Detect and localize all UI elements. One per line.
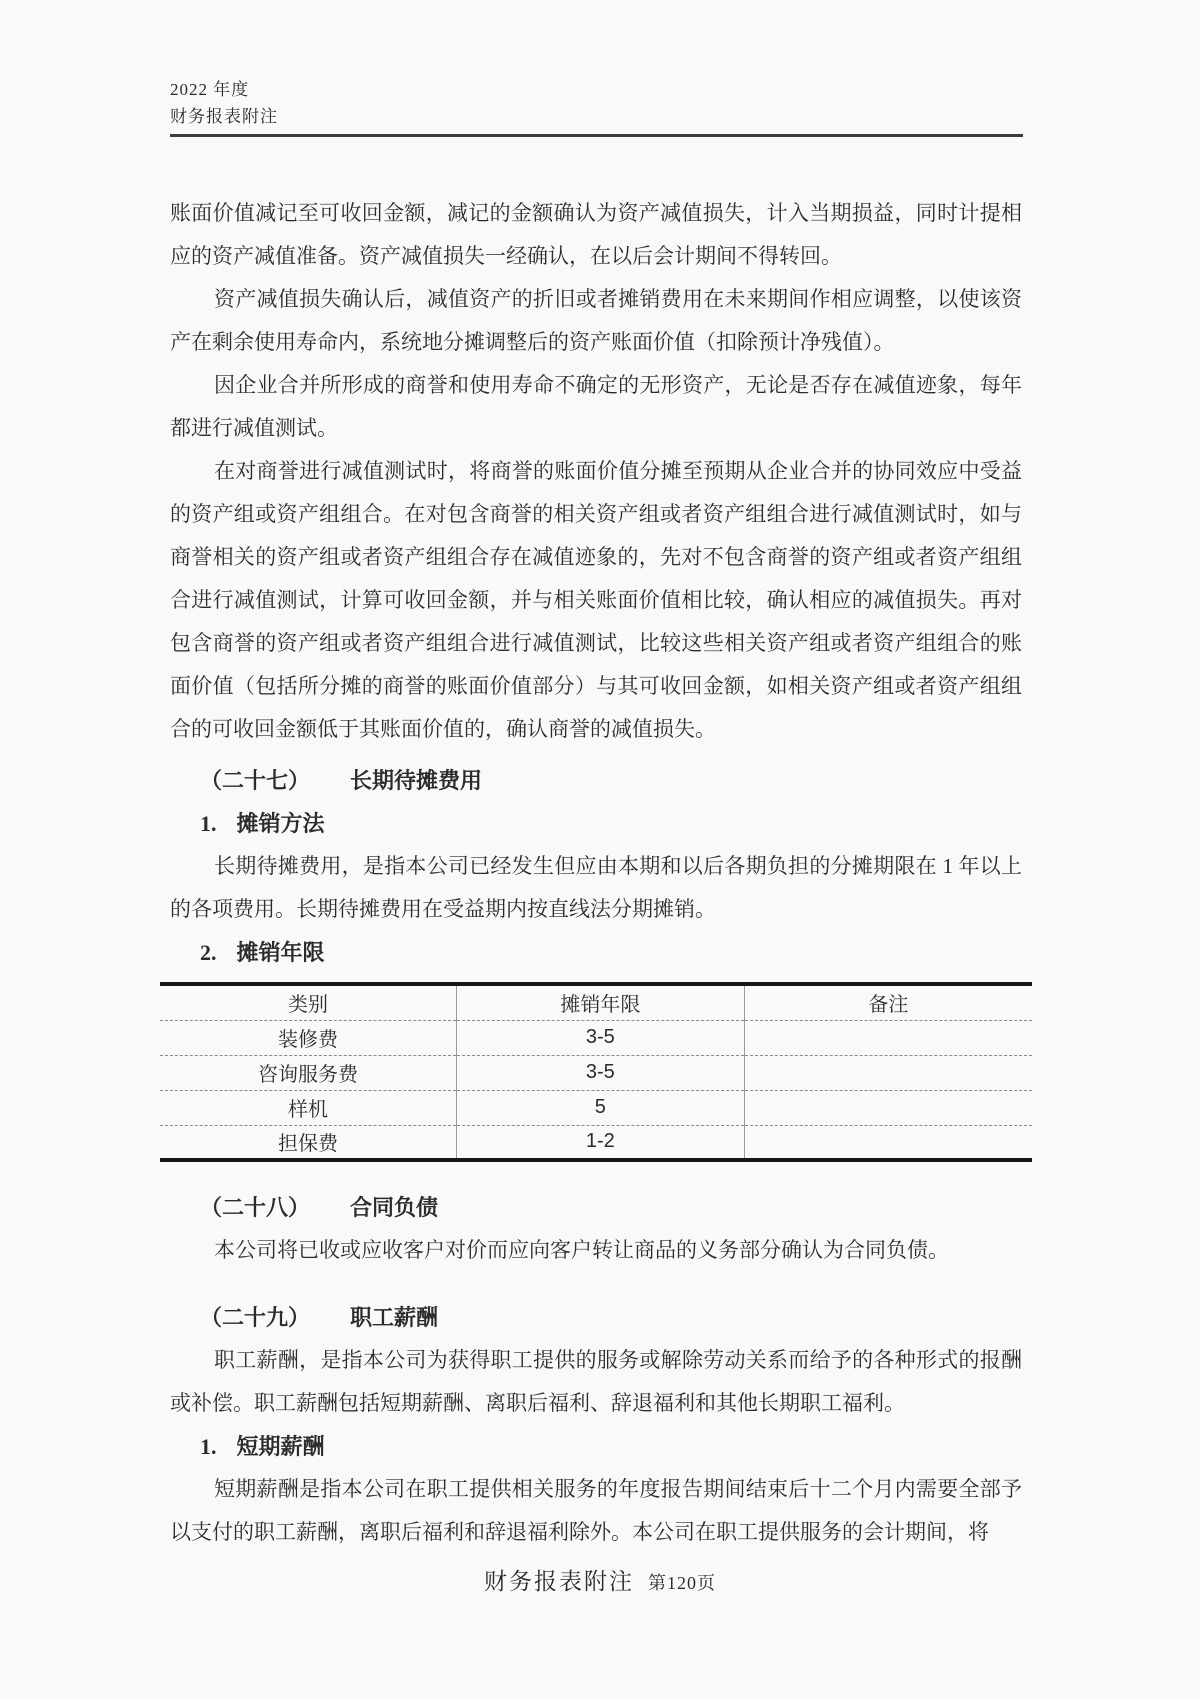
paragraph-employee-compensation: 职工薪酬，是指本公司为获得职工提供的服务或解除劳动关系而给予的各种形式的报酬或补偿。职工薪酬包括短期薪酬、离职后福利、辞退福利和其他长期职工福利。 (170, 1348, 1022, 1415)
cell-note (744, 1020, 1032, 1055)
table-header-row (160, 984, 1032, 1020)
document-body (170, 192, 1022, 1554)
column-header-years: 摊销年限 (456, 984, 744, 1020)
subsection-number: 1. (200, 1434, 217, 1459)
cell-note (744, 1125, 1032, 1160)
column-header-note: 备注 (744, 984, 1032, 1020)
cell-years: 3-5 (456, 1055, 744, 1090)
section-heading-29 (170, 1296, 1022, 1339)
footer-page-number: 第120页 (648, 1573, 716, 1593)
paragraph-longterm-expense: 长期待摊费用，是指本公司已经发生但应由本期和以后各期负担的分摊期限在 1 年以上的各项费用。长期待摊费用在受益期内按直线法分期摊销。 (170, 854, 1022, 921)
section-number: （二十八） (200, 1195, 311, 1220)
subsection-title: 摊销方法 (236, 811, 325, 836)
subsection-heading-shortterm-pay (170, 1425, 1022, 1468)
table-row (160, 1090, 1032, 1125)
section-title: 合同负债 (350, 1195, 439, 1220)
subsection-number: 1. (200, 811, 217, 836)
subsection-number: 2. (200, 940, 217, 965)
table-row (160, 1020, 1032, 1055)
section-title: 职工薪酬 (350, 1305, 439, 1330)
subsection-heading-amortization-years (170, 931, 1022, 974)
paragraph-impairment-carryover: 账面价值减记至可收回金额，减记的金额确认为资产减值损失，计入当期损益，同时计提相应的资产减值准备。资产减值损失一经确认，在以后会计期间不得转回。 (170, 201, 1022, 268)
paragraph-contract-liability: 本公司将已收或应收客户对价而应向客户转让商品的义务部分确认为合同负债。 (214, 1238, 949, 1262)
footer-title: 财务报表附注 (484, 1569, 634, 1594)
cell-years: 3-5 (456, 1020, 744, 1055)
cell-years: 1-2 (456, 1125, 744, 1160)
paragraph-goodwill-test-detail: 在对商誉进行减值测试时，将商誉的账面价值分摊至预期从企业合并的协同效应中受益的资产组或资产组组合。在对包含商誉的相关资产组或者资产组组合进行减值测试时，如与商誉相关的资产组或者资产组组合存在减值迹象的，先对不包含商誉的资产组或者资产组组合进行减值测试，计算可收回金额，并与相关账面价值相比较，确认相应的减值损失。再对包含商誉的资产组或者资产组组合进行减值测试，比较这些相关资产组或者资产组组合的账面价值（包括所分摊的商誉的账面价值部分）与其可收回金额，如相关资产组或者资产组组合的可收回金额低于其账面价值的，确认商誉的减值损失。 (170, 459, 1022, 741)
section-number: （二十九） (200, 1305, 311, 1330)
column-header-category: 类别 (160, 984, 456, 1020)
subsection-heading-amortization-method (170, 802, 1022, 845)
header-doc-title: 财务报表附注 (170, 107, 278, 126)
cell-note (744, 1055, 1032, 1090)
paragraph-shortterm-pay: 短期薪酬是指本公司在职工提供相关服务的年度报告期间结束后十二个月内需要全部予以支付的职工薪酬，离职后福利和辞退福利除外。本公司在职工提供服务的会计期间，将 (170, 1477, 1022, 1544)
table-row (160, 1055, 1032, 1090)
subsection-title: 摊销年限 (236, 940, 325, 965)
table-row (160, 1125, 1032, 1160)
cell-category: 咨询服务费 (160, 1055, 456, 1090)
cell-category: 样机 (160, 1090, 456, 1125)
cell-note (744, 1090, 1032, 1125)
header-year: 2022 年度 (170, 80, 250, 99)
subsection-title: 短期薪酬 (236, 1434, 325, 1459)
paragraph-impairment-adjust: 资产减值损失确认后，减值资产的折旧或者摊销费用在未来期间作相应调整，以使该资产在剩余使用寿命内，系统地分摊调整后的资产账面价值（扣除预计净残值）。 (170, 287, 1022, 354)
paragraph-goodwill-annual-test: 因企业合并所形成的商誉和使用寿命不确定的无形资产，无论是否存在减值迹象，每年都进行减值测试。 (170, 373, 1022, 440)
section-title: 长期待摊费用 (350, 768, 483, 793)
section-heading-27 (170, 759, 1022, 802)
page-footer (0, 1563, 1200, 1596)
cell-category: 担保费 (160, 1125, 456, 1160)
cell-category: 装修费 (160, 1020, 456, 1055)
amortization-table (160, 982, 1032, 1162)
section-number: （二十七） (200, 768, 311, 793)
cell-years: 5 (456, 1090, 744, 1125)
section-heading-28 (170, 1186, 1022, 1229)
header-rule (170, 134, 1023, 137)
page-header (170, 76, 278, 130)
